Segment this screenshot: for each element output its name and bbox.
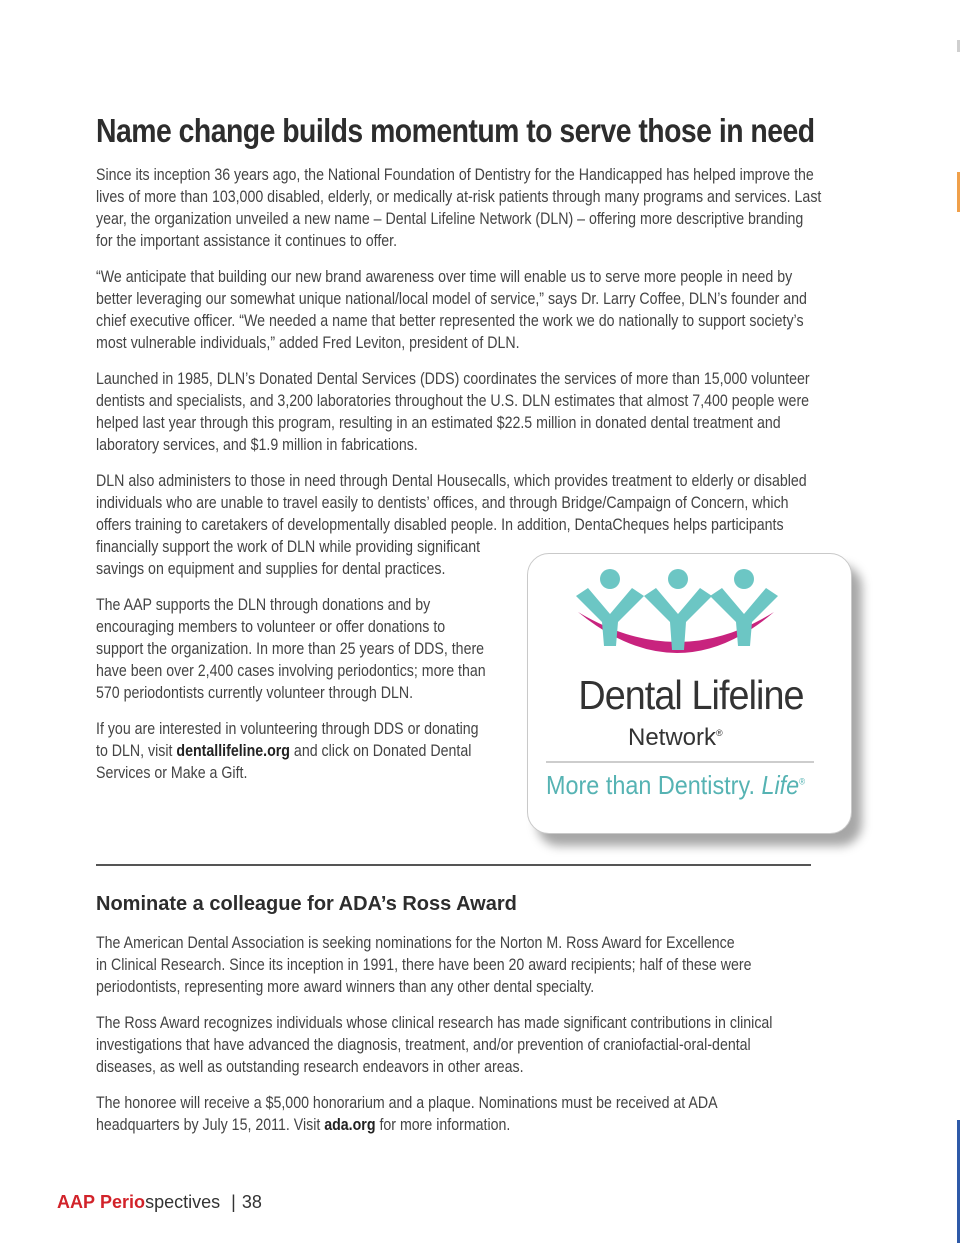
footer-separator: | <box>231 1192 236 1212</box>
footer-brand-spectives: spectives <box>145 1192 221 1212</box>
dentallifeline-link[interactable]: dentallifeline.org <box>176 742 290 760</box>
page-title: Name change builds momentum to serve those in need <box>96 112 815 149</box>
logo-subname: Network® <box>628 724 723 751</box>
ross-paragraph-3: The honoree will receive a $5,000 honorarium and a plaque. Nominations must be received at ADA headquarters by July 15, 2011. Visit ada.org for more information. <box>96 1094 718 1134</box>
ross-paragraph-2: The Ross Award recognizes individuals whose clinical research has made significant contributions in clinical investigations that have advanced the diagnosis, treatment, and/or prevention of craniofactial-oral-dental diseases, as well as outstanding research endeavors in other areas. <box>96 1014 773 1076</box>
footer-brand-perio: Perio <box>100 1192 146 1212</box>
article-paragraph-1: Since its inception 36 years ago, the National Foundation of Dentistry for the Handicapped has helped improve the lives of more than 103,000 disabled, elderly, or medically at-risk patients through many programs and services. Last year, the organization unveiled a new name – Dental Lifeline Network (DLN) – offering more descriptive branding for the important assistance it continues to offer. <box>96 166 822 250</box>
figure-head <box>600 569 620 589</box>
article-paragraph-5: The AAP supports the DLN through donations and by encouraging members to volunteer or offer donations to support the organization. In more than 25 years of DDS, there have been over 2,400 cases involving periodontics; more than 570 periodontists currently volunteer through DLN. <box>96 596 486 702</box>
ross-paragraph-1: The American Dental Association is seeking nominations for the Norton M. Ross Award for Excellence in Clinical Research. Since its inception in 1991, there have been 20 award recipients; half of these were periodontists, representing more award winners than any other dental specialty. <box>96 934 752 996</box>
page-footer <box>57 1192 262 1213</box>
logo-tagline: More than Dentistry. Life® <box>546 770 806 800</box>
dental-lifeline-figures-logo <box>568 566 808 670</box>
logo-name: Dental Lifeline <box>578 672 804 718</box>
ada-link[interactable]: ada.org <box>324 1116 376 1134</box>
article-paragraph-2: “We anticipate that building our new brand awareness over time will enable us to serve more people in need by better leveraging our somewhat unique national/local model of service,” says Dr. Larry Coffee, DLN’s founder and chief executive officer. “We needed a name that better represented the work we do nationally to support society’s most vulnerable individuals,” added Fred Leviton, president of DLN. <box>96 268 807 352</box>
article-paragraph-4: DLN also administers to those in need through Dental Housecalls, which provides treatment to elderly or disabled individuals who are unable to travel easily to dentists’ offices, and through Bridge/Campaign of Concern, which offers training to caretakers of developmentally disabled people. In addition, DentaCheques helps participants financially support the work of DLN while providing significant savings on equipment and supplies for dental practices. <box>96 472 807 578</box>
section-divider <box>96 864 811 866</box>
page-number: 38 <box>241 1192 262 1212</box>
article-paragraph-6: If you are interested in volunteering through DDS or donating to DLN, visit dentallifeline.org and click on Donated Dental Services or Make a Gift. <box>96 720 479 782</box>
figure-head <box>734 569 754 589</box>
logo-divider <box>546 761 814 763</box>
dental-lifeline-logo-card <box>527 553 852 834</box>
footer-brand-aap: AAP <box>57 1192 96 1212</box>
figure-head <box>668 569 688 589</box>
section-heading: Nominate a colleague for ADA’s Ross Award <box>96 893 517 915</box>
article-paragraph-3: Launched in 1985, DLN’s Donated Dental Services (DDS) coordinates the services of more than 15,000 volunteer dentists and specialists, and 3,200 laboratories throughout the U.S. DLN estimates that almost 7,400 people were helped last year through this program, resulting in an estimated $22.5 million in donated dental treatment and laboratory services, and $1.9 million in fabrications. <box>96 370 810 454</box>
